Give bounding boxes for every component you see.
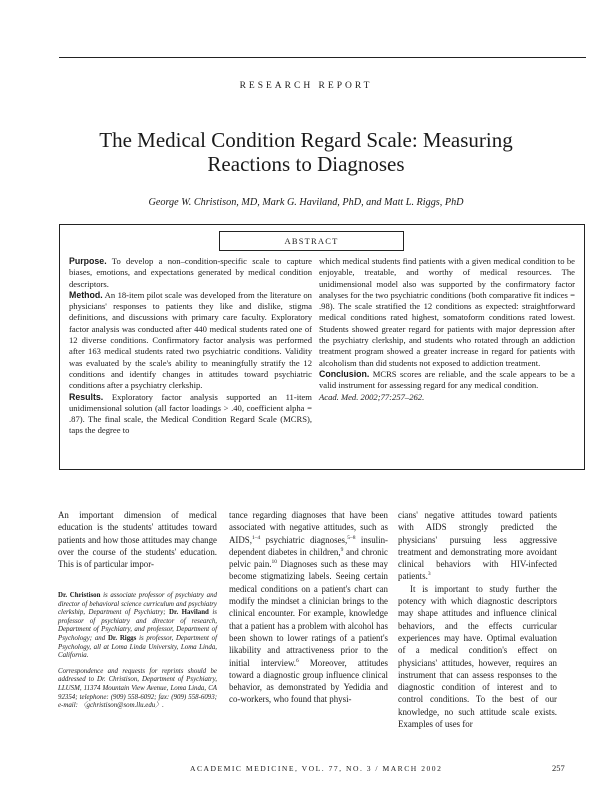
affiliation-note <box>58 592 217 661</box>
page-number: 257 <box>552 763 565 773</box>
method-label: Method. <box>69 289 103 300</box>
author-name-1: Dr. Christison <box>58 592 101 599</box>
conclusion-text: MCRS scores are reliable, and the scale appears to be a valid instrument for assessing regard for any medical condition. <box>319 368 575 391</box>
abstract-column-right <box>319 256 575 403</box>
intro-paragraph: An important dimension of medical education is the students' attitudes toward patients and how those attitudes may change over the course of the students' education. This is of particular impor- <box>58 510 217 570</box>
abstract-purpose <box>69 256 312 290</box>
col2-text-5: Diagnoses such as these may become stigmatizing labels. Seeing certain medical conditions on a patient's chart can modify the mindset a clinician brings to the clinical encounter. For example, knowledge that a patient has a problem with alcohol has been shown to lower ratings of a patient's likability and attractiveness prior to the initial interview. <box>229 559 388 668</box>
title-line-2: Reactions to Diagnoses <box>207 152 405 176</box>
body-column-3 <box>398 509 557 730</box>
body-column-2 <box>229 509 388 706</box>
author-name-2: Dr. Haviland <box>169 609 209 617</box>
abstract-method <box>69 290 312 392</box>
citation-ref: 10 <box>271 559 278 566</box>
column-3-paragraph-2: It is important to study further the potency with which diagnostic descriptors may shape attitudes and influence clinical behaviors, and the effects curricular experiences may have. Optimal evaluation of a medical condition's effect on physicians' attitudes, however, requires an instrument that can assess responses to the diagnostic condition of interest and to control conditions. To the best of our knowledge, no such attitude scale exists. Examples of uses for <box>398 583 557 730</box>
correspondence-note: Correspondence and requests for reprints should be addressed to Dr. Christison, Department of Psychiatry, LLUSM, 11374 Mountain View Avenue, Loma Linda, CA 92354; telephone: (909) 558-6092; fax: (909) 558-6093; e-mail: 〈gchristison@som.llu.edu〉. <box>58 667 217 710</box>
abstract-citation: Acad. Med. 2002;77:257–262. <box>319 391 425 402</box>
body-column-1 <box>58 509 217 570</box>
conclusion-label: Conclusion. <box>319 368 370 379</box>
purpose-label: Purpose. <box>69 256 107 266</box>
citation-ref: 3 <box>427 571 431 578</box>
abstract-heading: ABSTRACT <box>219 231 404 251</box>
journal-footer: ACADEMIC MEDICINE, VOL. 77, NO. 3 / MARCH 2002 <box>190 764 443 773</box>
col2-text-6: Moreover, attitudes toward a diagnostic group influence clinical behavior, as demonstrated by Yedidia and co-workers, who found that physi- <box>229 657 388 705</box>
article-title <box>60 128 552 176</box>
results-text-part1: Exploratory factor analysis supported an 11-item unidimensional solution (all factor loadings > .40, coefficient alpha = .87). The final scale, the Medical Condition Regard Scale (MCRS), taps the degree to <box>69 391 312 436</box>
title-line-1: The Medical Condition Regard Scale: Measuring <box>99 128 513 152</box>
col2-text-1: tance regarding diagnoses that have been associated with negative attitudes, such as AIDS, <box>229 510 388 545</box>
col2-text-4: and chronic pelvic pain. <box>229 546 388 570</box>
method-text: An 18-item pilot scale was developed from the literature on physicians' responses to patients they like and dislike, stigma definitions, and discussions with primary care faculty. Exploratory factor analysis was conducted after 440 medical students rated one of 12 diverse conditions. Confirmatory factor analysis was performed after 163 medical students rated two psychiatric conditions. Validity was evaluated by the scale's ability to meaningfully stratify the 12 conditions and identify changes in attitudes toward psychiatric conditions after a psychiatry clerkship. <box>69 289 312 391</box>
citation-ref: 9 <box>340 546 344 553</box>
author-affiliations <box>58 592 217 718</box>
col2-text-2: psychiatric diagnoses, <box>260 534 348 545</box>
author-name-3: Dr. Riggs <box>107 634 137 642</box>
abstract-column-left <box>69 256 312 437</box>
purpose-text: To develop a non–condition-specific scale to capture biases, emotions, and expectations generated by medical condition descriptors. <box>69 256 312 289</box>
top-rule <box>59 57 586 58</box>
citation-ref: 6 <box>296 657 299 664</box>
section-kicker: RESEARCH REPORT <box>239 81 373 91</box>
column-2-paragraph <box>229 509 388 706</box>
author-list: George W. Christison, MD, Mark G. Haviland, PhD, and Matt L. Riggs, PhD <box>148 197 464 208</box>
citation-ref: 5–8 <box>347 534 356 541</box>
abstract-results <box>69 392 312 437</box>
results-text-part2: which medical students find patients with a given medical condition to be enjoyable, treatable, and worthy of medical resources. The unidimensional model also was supported by the confirmatory factor analyses for the two psychiatric conditions (both comparative fit indices = .98). The scale stratified the 12 conditions as expected: straightforward medical conditions rated highest, somatoform conditions rated lowest. Students showed greater regard for patients with major depression after the psychiatry clerkship, and students who rotated through an addiction treatment program showed a greater increase in regard for patients with alcoholism than did students not exposed to addiction treatment. <box>319 256 575 368</box>
abstract-conclusion <box>319 369 575 392</box>
affiliation-text-2: is professor of psychiatry and director of research, Department of Psychiatry, and professor, Department of Psychology; and <box>58 609 217 642</box>
col2-text-3: insulin-dependent diabetes in children, <box>229 534 388 557</box>
col3-text-1: cians' negative attitudes toward patients with AIDS strongly predicted the physicians' pursuing less aggressive treatment and demonstrating more avoidant clinical behaviors with HIV-infected patients. <box>398 510 557 582</box>
affiliation-text-1: is associate professor of psychiatry and director of behavioral science curriculum and psychiatry clerkship, Department of Psychiatry; <box>58 592 217 617</box>
affiliation-text-3: is professor, Department of Psychology, all at Loma Linda University, Loma Linda, California. <box>58 634 217 660</box>
citation-ref: 1–4 <box>251 534 261 541</box>
column-3-paragraph-1 <box>398 509 557 583</box>
results-label: Results. <box>69 391 104 402</box>
